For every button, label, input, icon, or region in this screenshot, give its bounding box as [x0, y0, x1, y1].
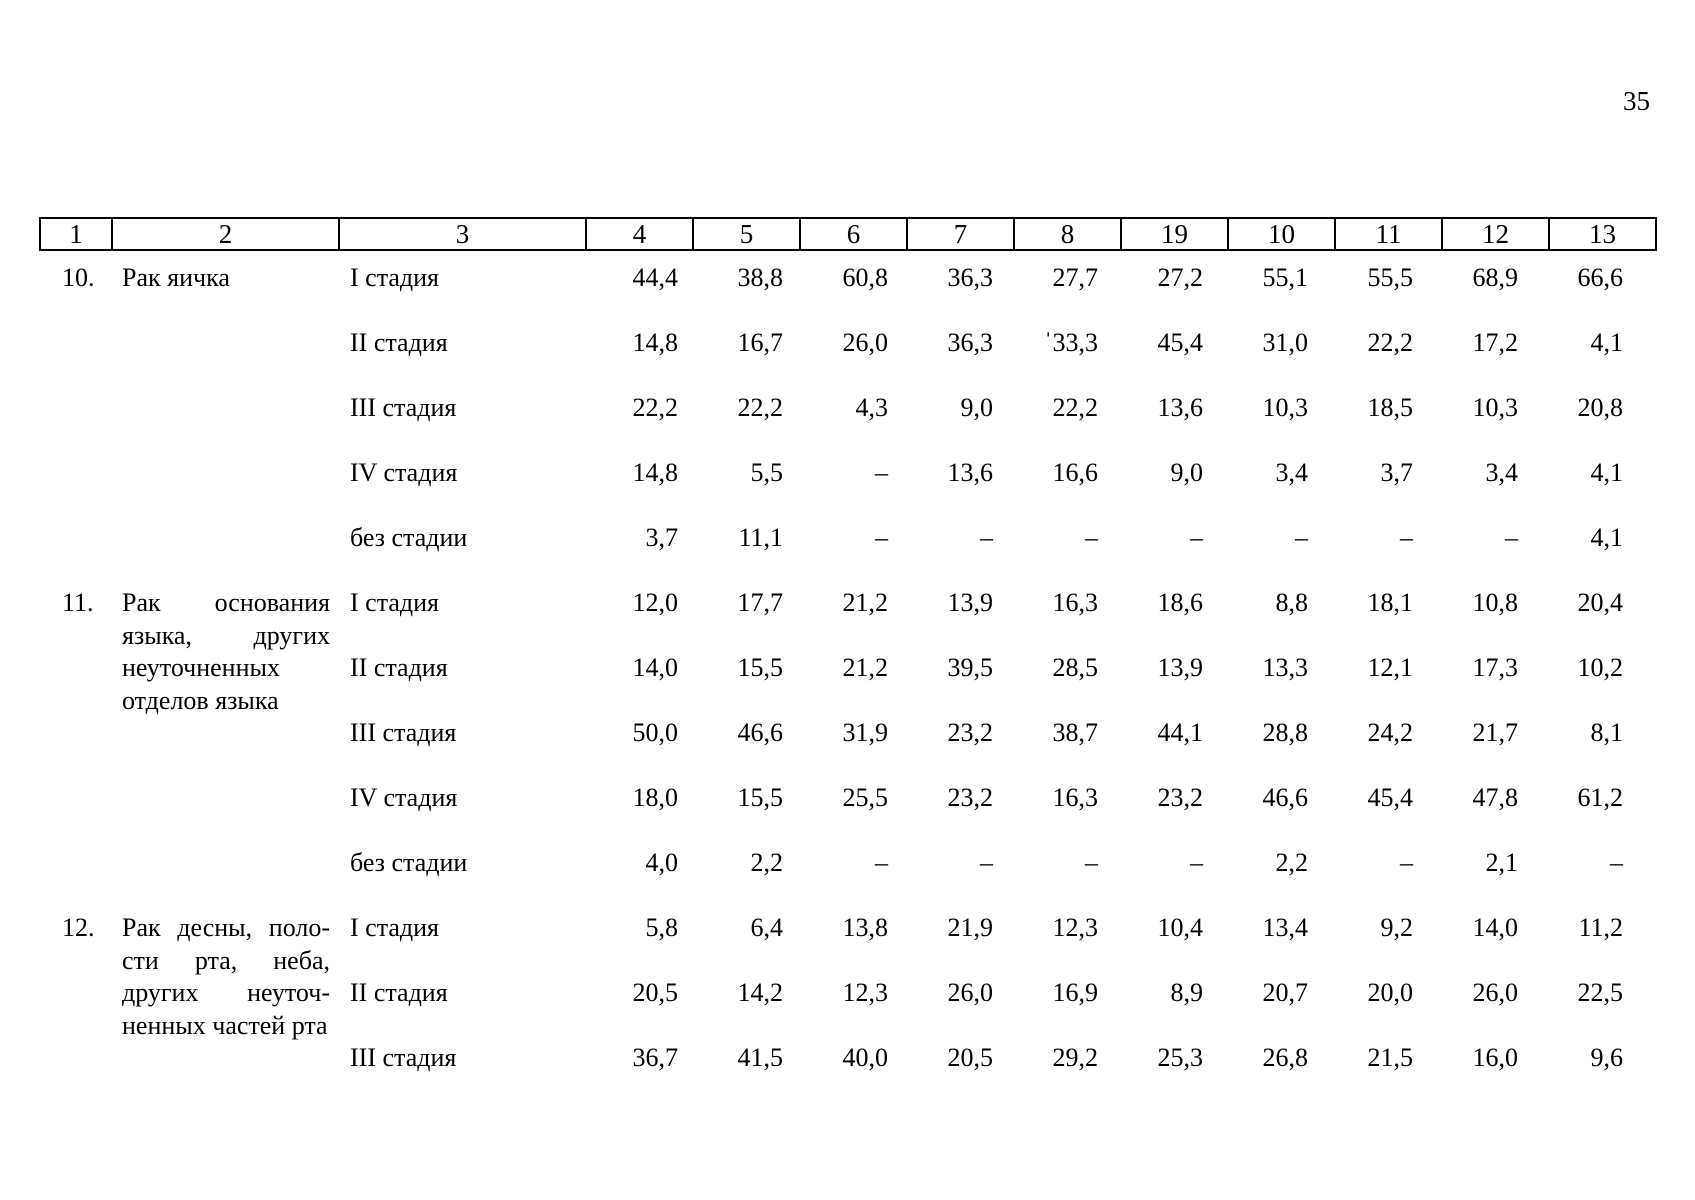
value-cell: 47,8: [1472, 783, 1518, 812]
value-cell: ˈ33,3: [1043, 328, 1098, 357]
value-cell: 66,6: [1577, 263, 1623, 292]
value-cell: –: [1190, 848, 1203, 877]
section-number: 10.: [62, 263, 95, 292]
value-cell: 28,8: [1262, 718, 1308, 747]
value-cell: 3,4: [1485, 458, 1518, 487]
value-cell: 10,3: [1472, 393, 1518, 422]
value-cell: 20,5: [947, 1043, 993, 1072]
column-header: 7: [907, 218, 1014, 250]
value-cell: 8,8: [1275, 588, 1308, 617]
stage-label: III стадия: [350, 718, 457, 747]
value-cell: 22,2: [1052, 393, 1098, 422]
value-cell: 60,8: [842, 263, 888, 292]
value-cell: 13,9: [947, 588, 993, 617]
column-header: 10: [1228, 218, 1335, 250]
value-cell: 20,4: [1577, 588, 1623, 617]
value-cell: 16,6: [1052, 458, 1098, 487]
stage-label: II стадия: [350, 978, 448, 1007]
value-cell: 20,8: [1577, 393, 1623, 422]
value-cell: 21,2: [842, 588, 888, 617]
value-cell: 17,3: [1472, 653, 1518, 682]
value-cell: 3,7: [1380, 458, 1413, 487]
value-cell: 45,4: [1157, 328, 1203, 357]
section-name: Рак яичка: [122, 263, 230, 292]
value-cell: 21,5: [1367, 1043, 1413, 1072]
value-cell: 11,1: [738, 523, 783, 552]
value-cell: 8,1: [1590, 718, 1623, 747]
column-header: 4: [586, 218, 693, 250]
value-cell: 17,2: [1472, 328, 1518, 357]
value-cell: 21,7: [1472, 718, 1518, 747]
value-cell: 11,2: [1578, 913, 1623, 942]
value-cell: –: [1400, 848, 1413, 877]
value-cell: 17,7: [737, 588, 783, 617]
value-cell: 38,7: [1052, 718, 1098, 747]
value-cell: 12,1: [1367, 653, 1413, 682]
value-cell: 26,0: [1472, 978, 1518, 1007]
value-cell: 23,2: [947, 718, 993, 747]
column-header: 19: [1121, 218, 1228, 250]
value-cell: 68,9: [1472, 263, 1518, 292]
value-cell: 20,0: [1367, 978, 1413, 1007]
column-header: 12: [1442, 218, 1549, 250]
value-cell: 16,0: [1472, 1043, 1518, 1072]
value-cell: 14,2: [737, 978, 783, 1007]
value-cell: 4,1: [1590, 523, 1623, 552]
value-cell: 46,6: [1262, 783, 1308, 812]
value-cell: 14,8: [632, 458, 678, 487]
value-cell: 22,2: [737, 393, 783, 422]
value-cell: –: [875, 848, 888, 877]
column-header: 3: [339, 218, 586, 250]
value-cell: 12,3: [842, 978, 888, 1007]
value-cell: –: [1610, 848, 1623, 877]
value-cell: 10,2: [1577, 653, 1623, 682]
value-cell: 2,2: [1275, 848, 1308, 877]
value-cell: 18,6: [1157, 588, 1203, 617]
value-cell: 4,1: [1590, 458, 1623, 487]
value-cell: 4,0: [645, 848, 678, 877]
column-header: 8: [1014, 218, 1121, 250]
value-cell: –: [1190, 523, 1203, 552]
value-cell: 22,5: [1577, 978, 1623, 1007]
section-name: Рак основания языка, других неуточненных отделов языка: [122, 588, 330, 715]
value-cell: 26,8: [1262, 1043, 1308, 1072]
value-cell: 36,3: [947, 263, 993, 292]
value-cell: 4,1: [1590, 328, 1623, 357]
value-cell: 36,3: [947, 328, 993, 357]
value-cell: 10,4: [1157, 913, 1203, 942]
stage-label: без стадии: [350, 848, 468, 877]
value-cell: 26,0: [842, 328, 888, 357]
value-cell: 38,8: [737, 263, 783, 292]
value-cell: 55,1: [1262, 263, 1308, 292]
stage-label: IV стадия: [350, 783, 458, 812]
column-header: 5: [693, 218, 800, 250]
value-cell: –: [1085, 523, 1098, 552]
value-cell: 29,2: [1052, 1043, 1098, 1072]
value-cell: 15,5: [737, 653, 783, 682]
value-cell: 16,7: [737, 328, 783, 357]
value-cell: 20,5: [632, 978, 678, 1007]
stage-label: II стадия: [350, 328, 448, 357]
column-header-row: [39, 217, 1657, 251]
value-cell: 21,2: [842, 653, 888, 682]
value-cell: –: [1400, 523, 1413, 552]
value-cell: –: [980, 848, 993, 877]
value-cell: 16,3: [1052, 588, 1098, 617]
value-cell: –: [980, 523, 993, 552]
value-cell: 2,2: [750, 848, 783, 877]
value-cell: 14,8: [632, 328, 678, 357]
value-cell: 44,1: [1157, 718, 1203, 747]
value-cell: 9,2: [1380, 913, 1413, 942]
value-cell: 8,9: [1170, 978, 1203, 1007]
value-cell: 31,0: [1262, 328, 1308, 357]
value-cell: 6,4: [750, 913, 783, 942]
value-cell: 13,6: [1157, 393, 1203, 422]
value-cell: 14,0: [632, 653, 678, 682]
section-number: 11.: [62, 588, 94, 617]
value-cell: 12,0: [632, 588, 678, 617]
value-cell: 31,9: [842, 718, 888, 747]
value-cell: 13,9: [1157, 653, 1203, 682]
stage-label: без стадии: [350, 523, 468, 552]
value-cell: 50,0: [632, 718, 678, 747]
value-cell: 22,2: [1367, 328, 1413, 357]
stage-label: I стадия: [350, 263, 440, 292]
value-cell: –: [1085, 848, 1098, 877]
value-cell: 27,7: [1052, 263, 1098, 292]
column-header: 2: [112, 218, 339, 250]
value-cell: 16,9: [1052, 978, 1098, 1007]
value-cell: 15,5: [737, 783, 783, 812]
value-cell: –: [1505, 523, 1518, 552]
value-cell: 45,4: [1367, 783, 1413, 812]
value-cell: 18,0: [632, 783, 678, 812]
value-cell: 39,5: [947, 653, 993, 682]
value-cell: 13,3: [1262, 653, 1308, 682]
value-cell: 24,2: [1367, 718, 1413, 747]
stage-label: III стадия: [350, 1043, 457, 1072]
value-cell: –: [875, 458, 888, 487]
stage-label: III стадия: [350, 393, 457, 422]
stage-label: I стадия: [350, 913, 440, 942]
value-cell: 55,5: [1367, 263, 1413, 292]
value-cell: 28,5: [1052, 653, 1098, 682]
stage-label: I стадия: [350, 588, 440, 617]
value-cell: 18,5: [1367, 393, 1413, 422]
value-cell: 3,7: [645, 523, 678, 552]
value-cell: 3,4: [1275, 458, 1308, 487]
value-cell: 16,3: [1052, 783, 1098, 812]
value-cell: 4,3: [855, 393, 888, 422]
value-cell: 26,0: [947, 978, 993, 1007]
value-cell: 23,2: [1157, 783, 1203, 812]
value-cell: 40,0: [842, 1043, 888, 1072]
value-cell: –: [1295, 523, 1308, 552]
section-number: 12.: [62, 913, 95, 942]
value-cell: 13,6: [947, 458, 993, 487]
value-cell: 36,7: [632, 1043, 678, 1072]
value-cell: 22,2: [632, 393, 678, 422]
value-cell: 2,1: [1485, 848, 1518, 877]
value-cell: 9,6: [1590, 1043, 1623, 1072]
value-cell: 44,4: [632, 263, 678, 292]
value-cell: 25,3: [1157, 1043, 1203, 1072]
section-name: Рак десны, поло-сти рта, неба, других неуточ-ненных частей рта: [122, 913, 330, 1040]
value-cell: 5,5: [750, 458, 783, 487]
value-cell: 41,5: [737, 1043, 783, 1072]
value-cell: 10,3: [1262, 393, 1308, 422]
value-cell: 13,4: [1262, 913, 1308, 942]
value-cell: 12,3: [1052, 913, 1098, 942]
value-cell: 10,8: [1472, 588, 1518, 617]
value-cell: 13,8: [842, 913, 888, 942]
column-header: 1: [40, 218, 112, 250]
value-cell: 46,6: [737, 718, 783, 747]
value-cell: 5,8: [645, 913, 678, 942]
value-cell: 20,7: [1262, 978, 1308, 1007]
value-cell: 21,9: [947, 913, 993, 942]
value-cell: 27,2: [1157, 263, 1203, 292]
value-cell: 23,2: [947, 783, 993, 812]
column-header: 6: [800, 218, 907, 250]
column-header: 11: [1335, 218, 1442, 250]
stage-label: IV стадия: [350, 458, 458, 487]
page-number: 35: [1623, 86, 1650, 116]
value-cell: –: [875, 523, 888, 552]
value-cell: 9,0: [960, 393, 993, 422]
value-cell: 18,1: [1367, 588, 1413, 617]
value-cell: 9,0: [1170, 458, 1203, 487]
value-cell: 25,5: [842, 783, 888, 812]
value-cell: 14,0: [1472, 913, 1518, 942]
value-cell: 61,2: [1577, 783, 1623, 812]
column-header: 13: [1549, 218, 1656, 250]
stage-label: II стадия: [350, 653, 448, 682]
